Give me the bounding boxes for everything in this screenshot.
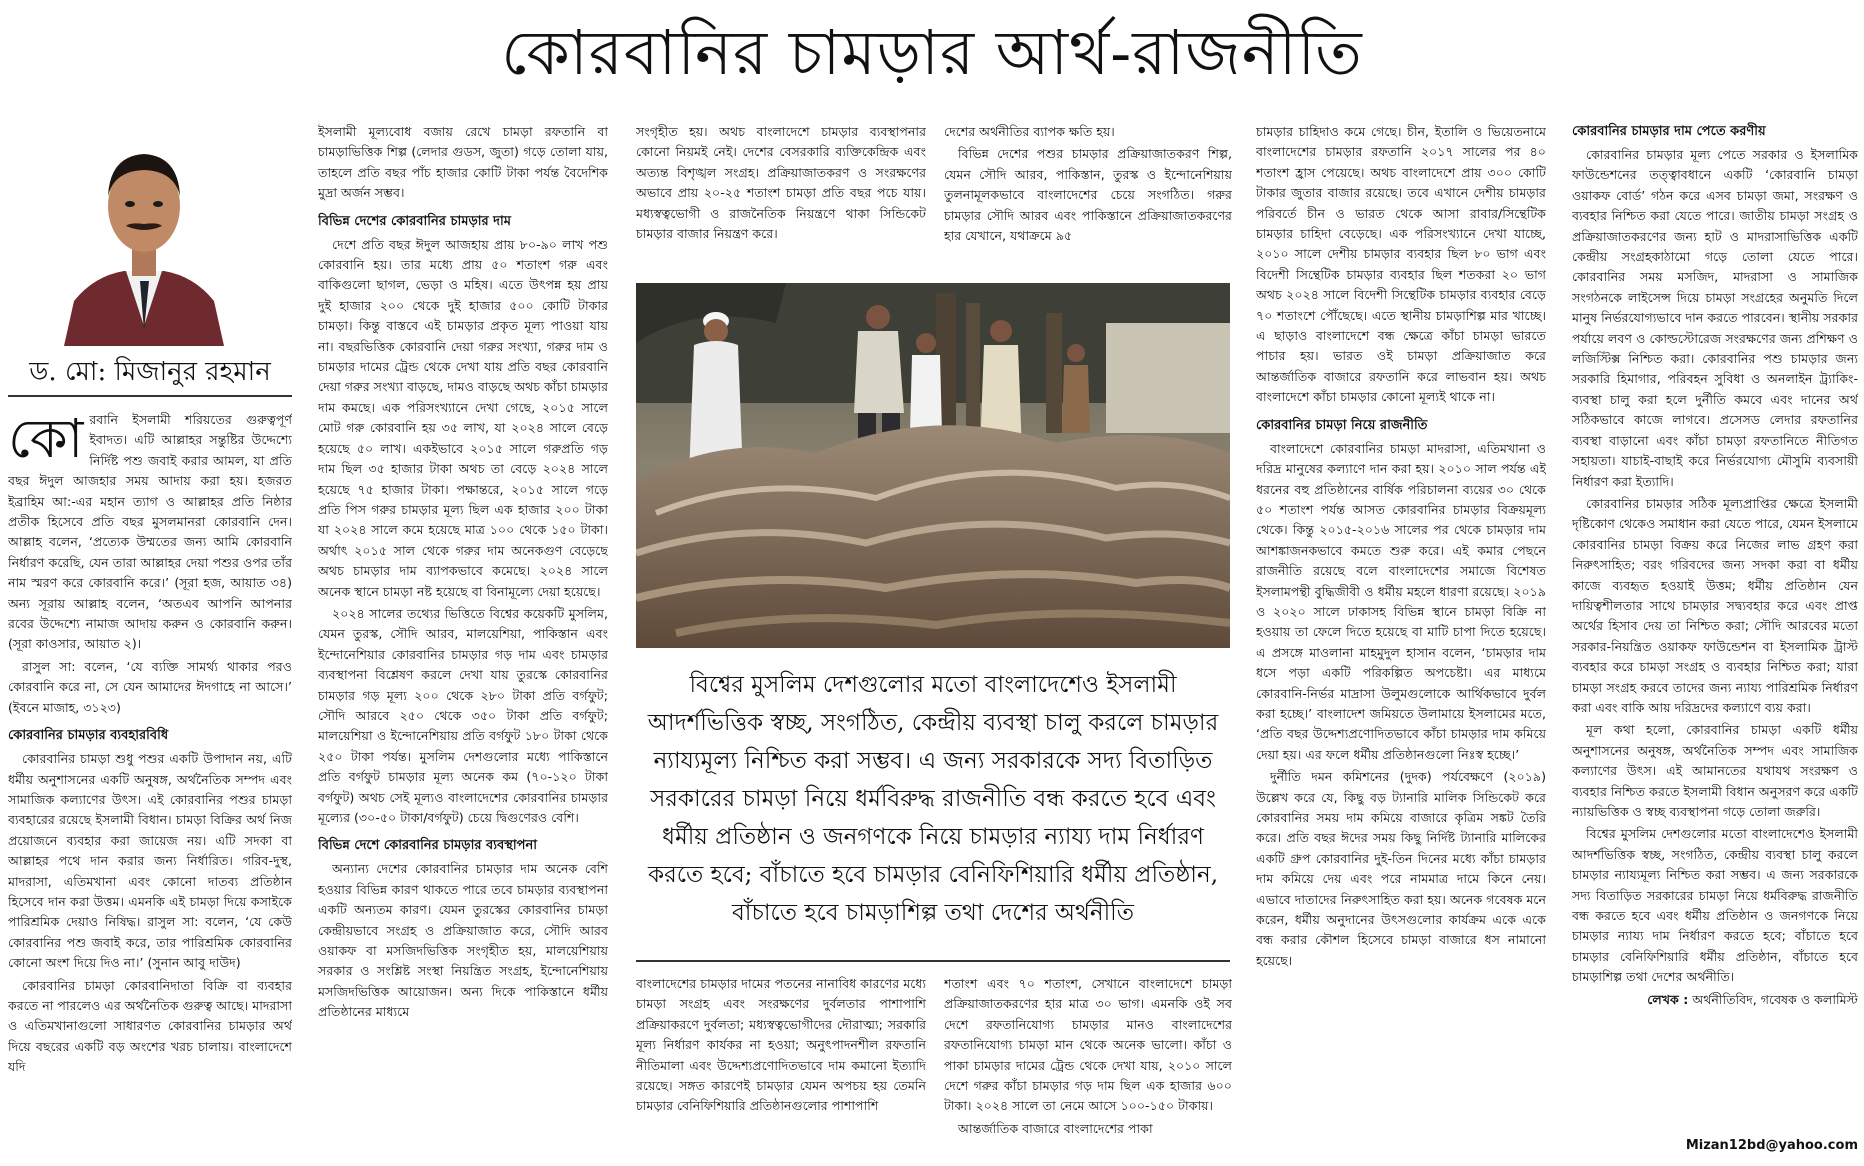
paragraph: আন্তর্জাতিক বাজারে বাংলাদেশের পাকা	[958, 1120, 1153, 1134]
author-email[interactable]: Mizan12bd@yahoo.com	[1685, 1138, 1858, 1153]
subheading: কোরবানির চামড়ার দাম পেতে করণীয়	[1572, 124, 1766, 139]
paragraph: কোরবানির চামড়া শুধু পশুর একটি উপাদান নয়, এটি ধর্মীয় অনুশাসনের একটি অনুষঙ্গ, অর্থনৈতিক সম্পদ এবং সামাজিক কল্যাণের উৎস। এই কোরবানির পশুর চামড়া ব্যবহারের রয়েছে ইসলামী বিধান। চামড়া বিক্রির অর্থ নিজ প্রয়োজনে ব্যবহার করা জায়েজ নয়। এটি সদকা বা আল্লাহর পথে দান করার জন্য নির্ধারিত। গরিব-দুস্থ, মাদরাসা, এতিমখানা এবং কোনো দাতব্য প্রতিষ্ঠান হিসেবে দান করা উত্তম। এমনকি এই চামড়া দিয়ে কসাইকে পারিশ্রমিক দেয়াও নিষিদ্ধ। রাসুল সা: বলেন, ‘যে কেউ কোরবানির পশু জবাই করে, তার পারিশ্রমিক কোরবানির কোনো অংশ দিয়ে দিও না।’ (সুনান আবু দাউদ)	[8, 751, 292, 971]
article-column-3-top	[636, 122, 926, 272]
author-credit-text: অর্থনীতিবিদ, গবেষক ও কলামিস্ট	[1692, 991, 1858, 1007]
paragraph: শতাংশ এবং ৭০ শতাংশ, সেখানে বাংলাদেশে চামড়া প্রক্রিয়াজাতকরণের হার মাত্র ৩০ ভাগ। এমনকি ওই সব দেশে রফতানিযোগ্য চামড়ার মানও বাংলাদেশের রফতানিযোগ্য চামড়া মান থেকে অনেক ভালো। কাঁচা ও পাকা চামড়ার দামের ট্রেন্ড থেকে দেখা যায়, ২০১০ সালে দেশে গরুর কাঁচা চামড়ার গড় দাম ছিল এক হাজার ৬০০ টাকা। ২০২৪ সালে তা নেমে আসে ১০০-১৫০ টাকায়।	[944, 976, 1232, 1114]
paragraph: বিভিন্ন দেশের পশুর চামড়ার প্রক্রিয়াজাতকরণ শিল্প, যেমন সৌদি আরব, পাকিস্তান, তুরস্ক ও ইন্দোনেশিয়ায় তুলনামূলকভাবে বাংলাদেশের চেয়ে সংগঠিত। গরুর চামড়ার সৌদি আরব এবং পাকিস্তানে প্রক্রিয়াজাতকরণের হার যেখানে, যথাক্রমে ৯৫	[944, 146, 1232, 244]
drop-cap: কো	[8, 410, 84, 470]
paragraph: দুর্নীতি দমন কমিশনের (দুদক) পর্যবেক্ষণে (২০১৯) উল্লেখ করে যে, কিছু বড় ট্যানারি মালিক সিন্ডিকেট করে কোরবানির সময় দাম কমিয়ে বাজারে কৃত্রিম সঙ্কট তৈরি করে। প্রতি বছর ঈদের সময় কিছু নির্দিষ্ট ট্যানারি মালিকের একটি গ্রুপ কোরবানির দুই-তিন দিনের মধ্যে কাঁচা চামড়ার দাম কমিয়ে দেয় এবং পরে নামমাত্র দামে কিনে নেয়। এভাবে দাতাদের নিরুৎসাহিত করা হয়। অনেক গবেষক মনে করেন, ধর্মীয় অনুদানের উৎসগুলোর কার্যক্রম একে একে বন্ধ করার কৌশল হিসেবে চামড়া বাজারে ধস নামানো হয়েছে।	[1256, 769, 1546, 968]
paragraph: অন্যান্য দেশের কোরবানির চামড়ার দাম অনেক বেশি হওয়ার বিভিন্ন কারণ থাকতে পারে তবে চামড়ার ব্যবস্থাপনা একটি অন্যতম কারণ। যেমন তুরস্কের কোরবানির চামড়া কেন্দ্রীয়ভাবে সংগ্রহ ও প্রক্রিয়াজাত করে, সৌদি আরব ওয়াকফ বা মসজিদভিত্তিক সংগৃহীত হয়, মালয়েশিয়ায় সরকার ও সংশ্লিষ্ট সংস্থা নিয়ন্ত্রিত সংগ্রহ, ইন্দোনেশিয়ায় মসজিদভিত্তিক আয়োজন। অন্য দিকে পাকিস্তানে ধর্মীয় প্রতিষ্ঠানের মাধ্যমে	[318, 861, 608, 1020]
byline-rule	[8, 395, 292, 397]
subheading: বিভিন্ন দেশের কোরবানির চামড়ার দাম	[318, 213, 512, 229]
paragraph: মূল কথা হলো, কোরবানির চামড়া একটি ধর্মীয় অনুশাসনের অনুষঙ্গ, অর্থনৈতিক সম্পদ এবং সামাজিক কল্যাণের উৎস। এই আমানতের যথাযথ সংরক্ষণ ও ব্যবহার নিশ্চিত করতে ইসলামী বিধান অনুসরণ করে একটি ন্যায়ভিত্তিক ও স্বচ্ছ ব্যবস্থাপনা গড়ে তোলা জরুরি।	[1572, 722, 1858, 819]
author-portrait-icon	[54, 126, 234, 346]
author-credit-label: লেখক :	[1647, 991, 1689, 1007]
pull-quote: বিশ্বের মুসলিম দেশগুলোর মতো বাংলাদেশেও ইসলামী আদর্শভিত্তিক স্বচ্ছ, সংগঠিত, কেন্দ্রীয় ব্যবস্থা চালু করলে চামড়ার ন্যায্যমূল্য নিশ্চিত করা সম্ভব। এ জন্য সরকারকে সদ্য বিতাড়িত সরকারের চামড়া নিয়ে ধর্মবিরুদ্ধ রাজনীতি বন্ধ করতে হবে এবং ধর্মীয় প্রতিষ্ঠান ও জনগণকে নিয়ে চামড়ার ন্যায্য দাম নির্ধারণ করতে হবে; বাঁচাতে হবে চামড়ার বেনিফিশিয়ারি ধর্মীয় প্রতিষ্ঠান, বাঁচাতে হবে চামড়াশিল্প তথা দেশের অর্থনীতি	[647, 672, 1219, 926]
paragraph: কোরবানির চামড়ার মূল্য পেতে সরকার ও ইসলামিক ফাউন্ডেশনের তত্ত্বাবধানে একটি ‘কোরবানি চামড়া ওয়াকফ বোর্ড’ গঠন করে এসব চামড়া জমা, সংরক্ষণ ও ব্যবহার নিশ্চিত করা যেতে পারে। জাতীয় চামড়া সংগ্রহ ও প্রক্রিয়াজাতকরণের জন্য হাট ও মাদরাসাভিত্তিক একটি কেন্দ্রীয় সংগ্রহকাঠামো গড়ে তোলা যেতে পারে। কোরবানির সময় মসজিদ, মাদরাসা ও সামাজিক সংগঠনকে লাইসেন্স দিয়ে চামড়া সংগ্রহের অনুমতি দিলে মানুষ নির্ভরযোগ্যভাবে দান করতে পারবেন। স্থানীয় সরকার পর্যায়ে লবণ ও কোল্ডস্টোরেজ সংরক্ষণের জন্য প্রশিক্ষণ ও লজিস্টিক্স নিশ্চিত করা। কোরবানির পশু চামড়ার জন্য সরকারি হিমাগার, পরিবহন সুবিধা ও অনলাইন ট্র্যাকিং-ব্যবস্থা চালু করা হলে দুর্নীতি কমবে এবং দানের অর্থ সঠিকভাবে কাজে লাগবে। প্রসেসড লেদার রফতানির ব্যবস্থা বাড়ানো এবং কাঁচা চামড়া রফতানিতে নীতিগত সহায়তা। যাচাই-বাছাই করে নির্ভরযোগ্য মৌসুমি ব্যবসায়ী নির্ধারণ করা ইত্যাদি।	[1572, 147, 1858, 489]
pull-quote-rule	[636, 960, 1230, 962]
article-column-5	[1256, 122, 1546, 1154]
paragraph: বিশ্বের মুসলিম দেশগুলোর মতো বাংলাদেশেও ইসলামী আদর্শভিত্তিক স্বচ্ছ, সংগঠিত, কেন্দ্রীয় ব্যবস্থা চালু করলে চামড়ার ন্যায্যমূল্য নিশ্চিত করা সম্ভব। এ জন্য সরকারকে সদ্য বিতাড়িত সরকারের চামড়া নিয়ে ধর্মবিরুদ্ধ রাজনীতি বন্ধ করতে হবে এবং ধর্মীয় প্রতিষ্ঠান ও জনগণকে নিয়ে চামড়ার ন্যায্য দাম নির্ধারণ করতে হবে; বাঁচাতে হবে চামড়ার বেনিফিশিয়ারি ধর্মীয় প্রতিষ্ঠান, বাঁচাতে হবে চামড়াশিল্প তথা দেশের অর্থনীতি।	[1572, 826, 1858, 985]
article-column-6	[1572, 122, 1858, 1132]
paragraph: ইসলামী মূল্যবোধ বজায় রেখে চামড়া রফতানি বা চামড়াভিত্তিক শিল্প (লেদার গুডস, জুতা) গড়ে তোলা যায়, তাহলে প্রতি বছর পাঁচ হাজার কোটি টাকা পর্যন্ত বৈদেশিক মুদ্রা অর্জন সম্ভব।	[318, 124, 608, 201]
paragraph: বাংলাদেশে কোরবানির চামড়া মাদরাসা, এতিমখানা ও দরিদ্র মানুষের কল্যাণে দান করা হয়। ২০১০ সাল পর্যন্ত এই ধরনের বহু প্রতিষ্ঠানের বার্ষিক পরিচালনা ব্যয়ের ৩০ থেকে ৫০ শতাংশ পর্যন্ত আসত কোরবানির চামড়ার বিক্রয়মূল্য থেকে। কিন্তু ২০১৫-২০১৬ সালের পর থেকে চামড়ার দাম আশঙ্কাজনকভাবে কমতে শুরু করে। এই কমার পেছনে রাজনীতি রয়েছে বলে বাংলাদেশের সমাজে বিশেষত ইসলামপন্থী বুদ্ধিজীবী ও ধর্মীয় মহলে ধারণা রয়েছে। ২০১৯ ও ২০২০ সালে ঢাকাসহ বিভিন্ন স্থানে চামড়া বিক্রি না হওয়ায় তা ফেলে দিতে হয়েছে বা মাটি চাপা দিতে হয়েছে। এ প্রসঙ্গে মাওলানা মাহমুদুল হাসান বলেন, ‘চামড়ার দাম ধসে পড়া একটি পরিকল্পিত অপচেষ্টা। এর মাধ্যমে কোরবানি-নির্ভর মাদ্রাসা উলুমগুলোকে আর্থিকভাবে দুর্বল করা হচ্ছে।’ বাংলাদেশ জমিয়তে উলামায়ে ইসলামের মতে, ‘প্রতি বছর উদ্দেশ্যপ্রণোদিতভাবে কাঁচা চামড়ার দাম কমিয়ে দেয়া হয়। এর ফলে ধর্মীয় প্রতিষ্ঠানগুলো নিঃস্ব হচ্ছে।’	[1256, 440, 1546, 762]
subheading: কোরবানির চামড়ার ব্যবহারবিধি	[8, 728, 169, 744]
paragraph: ২০২৪ সালের তথ্যের ভিত্তিতে বিশ্বের কয়েকটি মুসলিম, যেমন তুরস্ক, সৌদি আরব, মালয়েশিয়া, পাকিস্তান এবং ইন্দোনেশিয়ার কোরবানির চামড়ার গড় দাম এবং চামড়ার ব্যবস্থাপনা বিশ্লেষণ করলে দেখা যায় তুরস্কে কোরবানির চামড়ার গড় মূল্য ২০০ থেকে ২৮০ টাকা প্রতি বর্গফুট; সৌদি আরবে ২৫০ থেকে ৩৫০ টাকা প্রতি বর্গফুট; মালয়েশিয়া ও ইন্দোনেশিয়ায় প্রতি বর্গফুট ১৮০ টাকা থেকে ২৫০ টাকা পর্যন্ত। মুসলিম দেশগুলোর মধ্যে পাকিস্তানে প্রতি বর্গফুট চামড়ার মূল্য অনেক কম (৭০-১২০ টাকা বর্গফুট) অথচ সেই মূল্যও বাংলাদেশের কোরবানির চামড়ার মূল্যের (৩০-৫০ টাকা/বর্গফুট) চেয়ে দ্বিগুণেরও বেশি।	[318, 605, 608, 825]
paragraph: রবানি ইসলামী শরিয়তের গুরুত্বপূর্ণ ইবাদত। এটি আল্লাহর সন্তুষ্টির উদ্দেশ্যে নির্দিষ্ট পশু জবাই করার আমল, যা প্রতি বছর ঈদুল আজহার সময় আদায় করা হয়। হজরত ইব্রাহিম আ:-এর মহান ত্যাগ ও আল্লাহর প্রতি নিষ্ঠার প্রতীক হিসেবে প্রতি বছর মুসলমানরা কোরবানি দেন। আল্লাহ বলেন, ‘প্রত্যেক উম্মতের জন্য আমি কোরবানি নির্ধারণ করেছি, যেন তারা আল্লাহর দেয়া পশুর ওপর তাঁর নাম স্মরণ করে কোরবানি করে।’ (সূরা হজ, আয়াত ৩৪) অন্য সূরায় আল্লাহ বলেন, ‘অতএব আপনি আপনার রবের উদ্দেশ্যে নামাজ আদায় করুন ও কোরবানি করুন। (সূরা কাওসার, আয়াত ২)।	[8, 412, 292, 652]
headline: কোরবানির চামড়ার আর্থ-রাজনীতি	[501, 16, 1363, 89]
subheading: বিভিন্ন দেশে কোরবানির চামড়ার ব্যবস্থাপনা	[318, 838, 538, 854]
paragraph: কোরবানির চামড়ার সঠিক মূল্যপ্রাপ্তির ক্ষেত্রে ইসলামী দৃষ্টিকোণ থেকেও সমাধান করা যেতে পারে, যেমন ইসলামে কোরবানির চামড়া বিক্রয় করে নিজের লাভ গ্রহণ করা নিরুৎসাহিত; বরং গরিবদের জন্য সদকা করা বা ধর্মীয় কাজে ব্যবহৃত হওয়াই উত্তম; ধর্মীয় প্রতিষ্ঠান যেন দায়িত্বশীলতার সাথে চামড়ার সদ্ব্যবহার করে এবং প্রাপ্ত অর্থের হিসাব দেয় তা নিশ্চিত করা; সৌদি আরবের মতো সরকার-নিয়ন্ত্রিত ওয়াকফ ফাউন্ডেশন বা ইসলামিক ট্রাস্ট ব্যবহার করে চামড়া সংগ্রহ ও ব্যবহার নিশ্চিত করা; যারা চামড়া সংগ্রহ করবে তাদের জন্য ন্যায্য পারিশ্রমিক নির্ধারণ করা এবং বাকি আয় দরিদ্রদের কল্যাণে ব্যয় করা।	[1572, 495, 1858, 715]
article-column-4-top	[944, 122, 1232, 272]
paragraph: বাংলাদেশের চামড়ার দামের পতনের নানাবিধ কারণের মধ্যে চামড়া সংগ্রহ এবং সংরক্ষণের দুর্বলতার পাশাপাশি প্রক্রিয়াকরণে দুর্বলতা; মধ্যস্বত্বভোগীদের দৌরাত্ম্য; সরকারি মূল্য নির্ধারণ কার্যকর না হওয়া; অনুৎপাদনশীল রফতানি নীতিমালা এবং উদ্দেশ্যপ্রণোদিতভাবে দাম কমানো ইত্যাদি রয়েছে। সঙ্গত কারণেই চামড়ার যেমন অপচয় হয় তেমনি চামড়ার বেনিফিশিয়ারি প্রতিষ্ঠানগুলোর পাশাপাশি	[636, 976, 926, 1114]
author-name: ড. মো: মিজানুর রহমান	[29, 357, 271, 387]
paragraph: কোরবানির চামড়া কোরবানিদাতা বিক্রি বা ব্যবহার করতে না পারলেও এর অর্থনৈতিক গুরুত্ব আছে। মাদরাসা ও এতিমখানাগুলো সাধারণত কোরবানির চামড়ার অর্থ দিয়ে বছরের একটি বড় অংশের খরচ চালায়। বাংলাদেশে যদি	[8, 977, 292, 1075]
paragraph: দেশে প্রতি বছর ঈদুল আজহায় প্রায় ৮০-৯০ লাখ পশু কোরবানি হয়। তার মধ্যে প্রায় ৫০ শতাংশ গরু এবং বাকিগুলো ছাগল, ভেড়া ও মহিষ। এতে উৎপন্ন হয় প্রায় দুই হাজার ২০০ থেকে দুই হাজার ৫০০ কোটি টাকার চামড়া। কিন্তু বাস্তবে এই চামড়ার প্রকৃত মূল্য পাওয়া যায় না। বছরভিত্তিক কোরবানি দেয়া গরুর সংখ্যা, গরুর দাম ও চামড়ার দামের ট্রেন্ড থেকে দেখা যায় প্রতি বছর কোরবানি দেয়া গরুর সংখ্যা বাড়ছে, দামও বাড়ছে অথচ কাঁচা চামড়ার দাম কমছে। এক পরিসংখ্যানে দেখা গেছে, ২০১৫ সালে মোট গরু কোরবানি হয় ৩৫ লাখ, যা ২০২৪ সালে বেড়ে হয়েছে ৫০ লাখ। একইভাবে ২০১৫ সালে গরুপ্রতি গড় দাম ছিল ৩৫ হাজার টাকা অথচ তা বেড়ে ২০২৪ সালে হয়েছে ৭৫ হাজার টাকা। পক্ষান্তরে, ২০১৫ সালে গড়ে প্রতি পিস গরুর চামড়ার মূল্য ছিল এক হাজার ২০০ টাকা যা ২০২৪ সালে কমে হয়েছে মাত্র ১০০ থেকে ১৫০ টাকা। অর্থাৎ ২০১৫ সাল থেকে গরুর দাম অনেকগুণ বেড়েছে অথচ চামড়ার দাম ব্যাপকভাবে কমেছে। ২০২৪ সালে অনেক স্থানে চামড়া নষ্ট হয়েছে বা বিনামূল্যে দেয়া হয়েছে।	[318, 236, 608, 599]
article-column-4-bottom	[944, 974, 1232, 1134]
paragraph: রাসুল সা: বলেন, ‘যে ব্যক্তি সামর্থ্য থাকার পরও কোরবানি করে না, সে যেন আমাদের ঈদগাহে না আসে।’ (ইবনে মাজাহ, ৩১২৩)	[8, 658, 292, 715]
subheading: কোরবানির চামড়া নিয়ে রাজনীতি	[1256, 417, 1428, 433]
paragraph: দেশের অর্থনীতির ব্যাপক ক্ষতি হয়।	[944, 124, 1115, 139]
leather-market-photo-icon	[636, 283, 1230, 648]
paragraph: চামড়ার চাহিদাও কমে গেছে। চীন, ইতালি ও ভিয়েতনামে বাংলাদেশের চামড়ার রফতানি ২০১৭ সালের পর ৪০ শতাংশ হ্রাস পেয়েছে। অথচ বাংলাদেশে প্রায় ৩০০ কোটি টাকার জুতার বাজার রয়েছে। তবে এখানে দেশীয় চামড়ার পরিবর্তে চীন ও ভারত থেকে আসা রাবার/সিন্থেটিক চামড়ার চাহিদা বেড়েছে। এক পরিসংখ্যানে দেখা যাচ্ছে, ২০১০ সালে দেশীয় চামড়ার ব্যবহার ছিল ৮০ ভাগ এবং বিদেশী সিন্থেটিক চামড়ার ব্যবহার ছিল শতকরা ২০ ভাগ অথচ ২০২৪ সালে বিদেশী সিন্থেটিক চামড়ার ব্যবহার বেড়ে ৭০ শতাংশে পৌঁছেছে। এতে স্থানীয় চামড়াশিল্প মার খাচ্ছে। এ ছাড়াও বাংলাদেশে বন্ধ ক্ষেত্রে কাঁচা চামড়া ভারতে পাচার হয়। ভারত ওই চামড়া প্রক্রিয়াজাত করে আন্তর্জাতিক বাজারে রফতানি করে লাভবান হয়। অথচ বাংলাদেশে কাঁচা চামড়ার কোনো মূল্যই থাকে না।	[1256, 124, 1546, 405]
article-column-1	[8, 410, 292, 1130]
paragraph: সংগৃহীত হয়। অথচ বাংলাদেশে চামড়ার ব্যবস্থাপনার কোনো নিয়মই নেই। দেশের বেসরকারি ব্যক্তিকেন্দ্রিক এবং অত্যন্ত বিশৃঙ্খল সংগ্রহ। প্রক্রিয়াজাতকরণ ও সংরক্ষণের অভাবে প্রায় ২০-২৫ শতাংশ চামড়া প্রতি বছর পচে যায়। মধ্যস্বত্বভোগী ও রাজনৈতিক নিয়ন্ত্রণে থাকা সিন্ডিকেট চামড়ার বাজার নিয়ন্ত্রণ করে।	[636, 124, 926, 242]
article-column-3-bottom	[636, 974, 926, 1134]
article-column-2	[318, 122, 608, 1132]
author-credit	[1572, 990, 1858, 1010]
